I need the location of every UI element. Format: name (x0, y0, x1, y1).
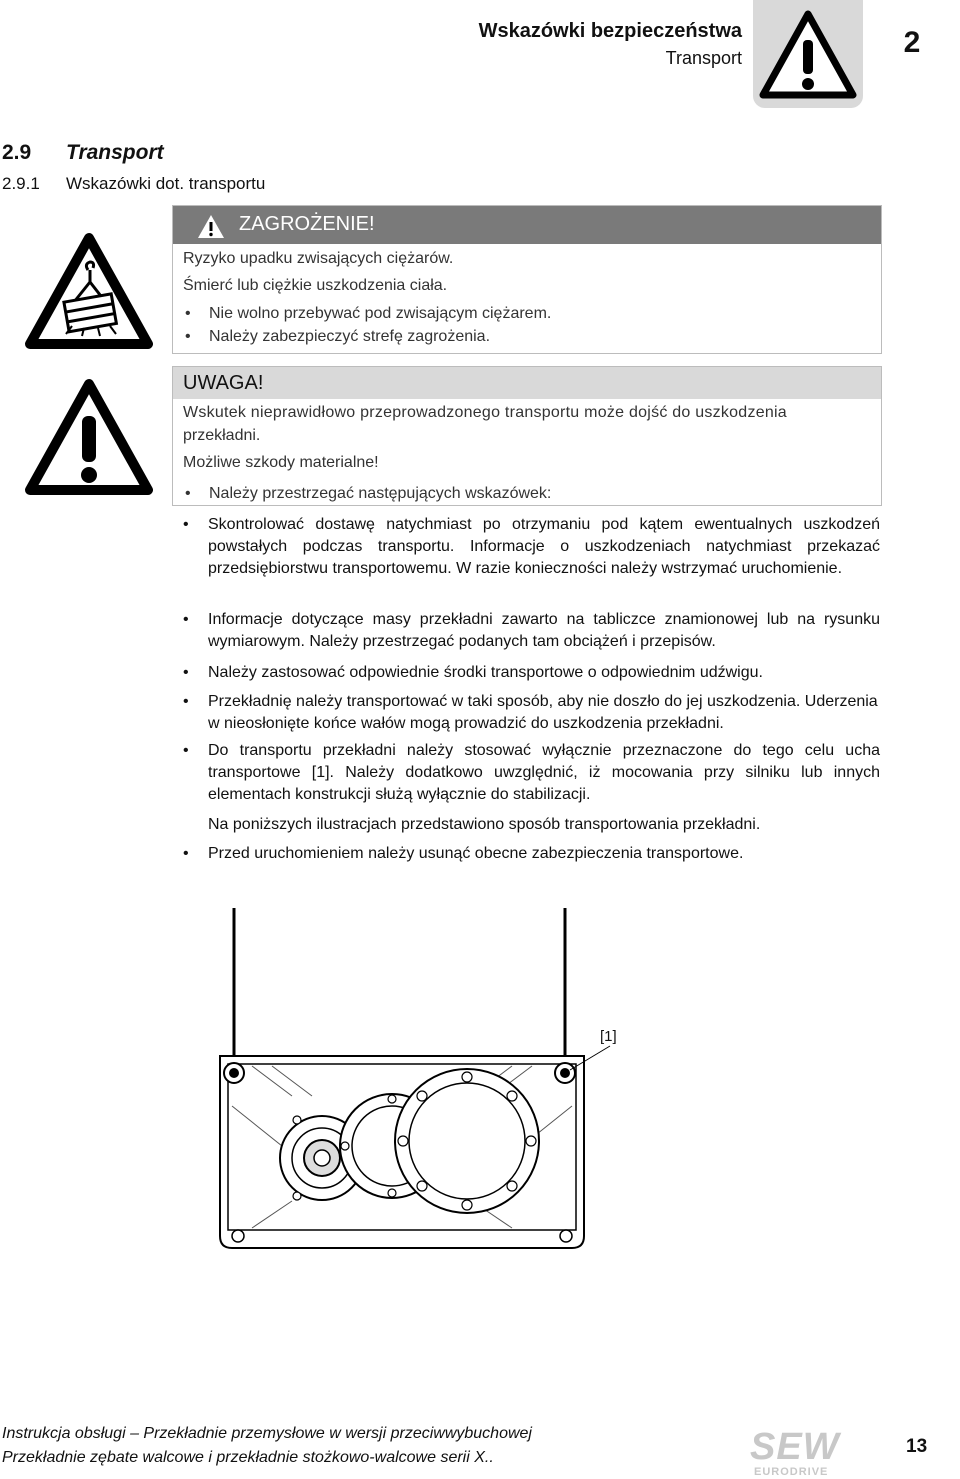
section-number: 2.9 (2, 141, 32, 164)
danger-line-2: Śmierć lub ciężkie uszkodzenia ciała. (183, 277, 448, 294)
body-item-1: Skontrolować dostawę natychmiast po otrzymaniu pod kątem ewentualnych uszkodzeń powstałych podczas transportu. Informacje o uszkodzeniach natychmiast przekazać przedsiębiorstwu transportowemu. W razie konieczności należy wstrzymać uruchomienie. (208, 516, 880, 577)
notice-heading-bar (173, 367, 881, 399)
notice-heading: UWAGA! (183, 372, 264, 394)
body-item-5: Do transportu przekładni należy stosować wyłącznie przeznaczone do tego celu ucha transportowe [1]. Należy dodatkowo uwzględnić, iż mocowania przy silniku lub innych elementach konstrukcji służą wyłącznie do stabilizacji. (208, 742, 880, 803)
danger-heading-bar (173, 206, 881, 244)
notice-bullet: Należy przestrzegać następujących wskazówek: (209, 485, 552, 502)
figure-callout: [1] (600, 1028, 617, 1045)
danger-bullet-2-marker: • (185, 328, 191, 345)
header-title: Wskazówki bezpieczeństwa (478, 20, 742, 42)
logo-subtext: EURODRIVE (754, 1466, 829, 1478)
body-item-2: Informacje dotyczące masy przekładni zawarto na tabliczce znamionowej lub na rysunku wymiarowym. Należy przestrzegać podanych tam obciążeń i przepisów. (208, 611, 880, 650)
subsection-number: 2.9.1 (2, 174, 40, 193)
body-item-last: Przed uruchomieniem należy usunąć obecne zabezpieczenia transportowe. (208, 845, 744, 862)
header-icon-box (753, 0, 863, 108)
section-title: Transport (66, 141, 164, 164)
subsection-title: Wskazówki dot. transportu (66, 174, 266, 193)
body-bullet-3-marker: • (183, 664, 189, 681)
body-bullet-6-marker: • (183, 845, 189, 862)
body-item-4: Przekładnię należy transportować w taki sposób, aby nie doszło do jej uszkodzenia. Uderzenia w nieosłonięte końce wałów mogą prowadzić do uszkodzenia przekładni. (208, 693, 878, 732)
chapter-number: 2 (903, 26, 921, 59)
notice-bullet-marker: • (185, 485, 191, 502)
notice-box (172, 366, 882, 506)
gearbox-transport-illustration (212, 906, 592, 1262)
sew-eurodrive-logo (750, 1428, 860, 1478)
logo-text: SEW (750, 1426, 840, 1468)
danger-heading: ZAGROŻENIE! (239, 213, 375, 235)
body-note: Na poniższych ilustracjach przedstawiono sposób transportowania przekładni. (208, 816, 761, 833)
body-item-3: Należy zastosować odpowiednie środki transportowe o odpowiednim udźwigu. (208, 664, 763, 681)
body-bullet-4-marker: • (183, 693, 189, 710)
suspended-load-icon (24, 232, 154, 352)
danger-bullet-1-marker: • (185, 305, 191, 322)
danger-bullet-2: Należy zabezpieczyć strefę zagrożenia. (209, 328, 491, 345)
page-number: 13 (906, 1436, 928, 1457)
exclamation-triangle-icon (24, 376, 154, 498)
callout-leader-line (566, 1044, 616, 1074)
body-bullet-5-marker: • (183, 742, 189, 759)
notice-line-1b: przekładni. (183, 427, 261, 444)
body-bullet-1-marker: • (183, 516, 189, 533)
warning-triangle-icon (753, 0, 863, 108)
danger-line-1: Ryzyko upadku zwisających ciężarów. (183, 250, 454, 267)
body-bullet-2-marker: • (183, 611, 189, 628)
header-subtitle: Transport (665, 48, 742, 68)
small-warning-icon (197, 214, 225, 239)
notice-line-1a: Wskutek nieprawidłowo przeprowadzonego transportu może dojść do uszkodzenia (183, 404, 787, 421)
danger-box (172, 205, 882, 354)
footer-line-2: Przekładnie zębate walcowe i przekładnie stożkowo-walcowe serii X.. (2, 1449, 494, 1466)
footer-line-1: Instrukcja obsługi – Przekładnie przemysłowe w wersji przeciwwybuchowej (2, 1425, 532, 1442)
notice-line-2: Możliwe szkody materialne! (183, 454, 379, 471)
danger-bullet-1: Nie wolno przebywać pod zwisającym ciężarem. (209, 305, 552, 322)
